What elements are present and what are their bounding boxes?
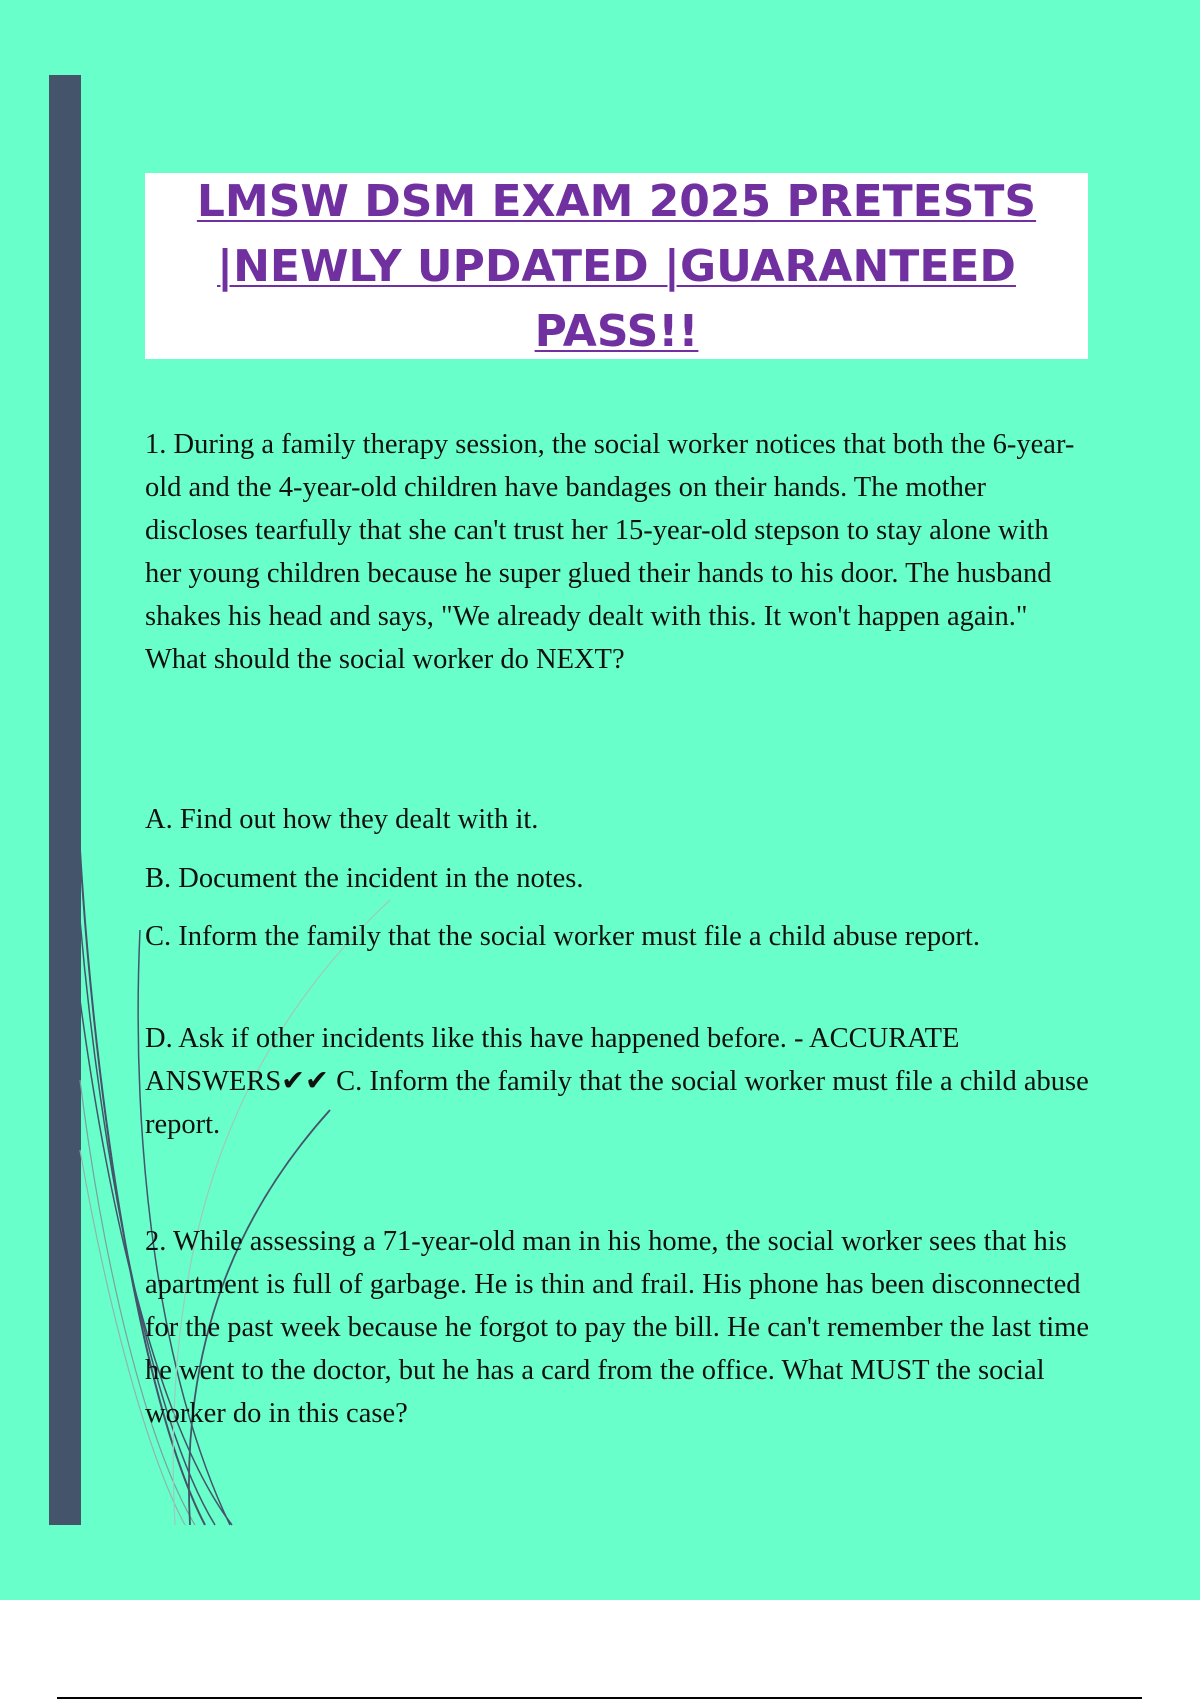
footer-divider (57, 1697, 1142, 1699)
question-1-option-a: A. Find out how they dealt with it. (145, 804, 539, 835)
question-1-option-d-with-answer: D. Ask if other incidents like this have happened before. - ACCURATE ANSWERS✔✔ C. Inform the family that the social worker must file a child abuse report. (145, 1023, 1089, 1140)
question-2-text: 2. While assessing a 71-year-old man in his home, the social worker sees that his apartment is full of garbage. He is thin and frail. His phone has been disconnected for the past week because he forgot to pay the bill. He can't remember the last time he went to the doctor, but he has a card from the office. What MUST the social worker do in this case? (145, 1226, 1089, 1429)
title-banner (145, 173, 1088, 359)
page-title: LMSW DSM EXAM 2025 PRETESTS |NEWLY UPDATED |GUARANTEED PASS!! (196, 175, 1037, 357)
decorative-side-bar (49, 75, 81, 1525)
question-1-option-c: C. Inform the family that the social worker must file a child abuse report. (145, 921, 980, 952)
question-1-option-b: B. Document the incident in the notes. (145, 863, 584, 894)
question-1-text: 1. During a family therapy session, the social worker notices that both the 6-year-old and the 4-year-old children have bandages on their hands. The mother discloses tearfully that she can't trust her 15-year-old stepson to stay alone with her young children because he super glued their hands to his door. The husband shakes his head and says, "We already dealt with this. It won't happen again." What should the social worker do NEXT? (145, 429, 1075, 675)
